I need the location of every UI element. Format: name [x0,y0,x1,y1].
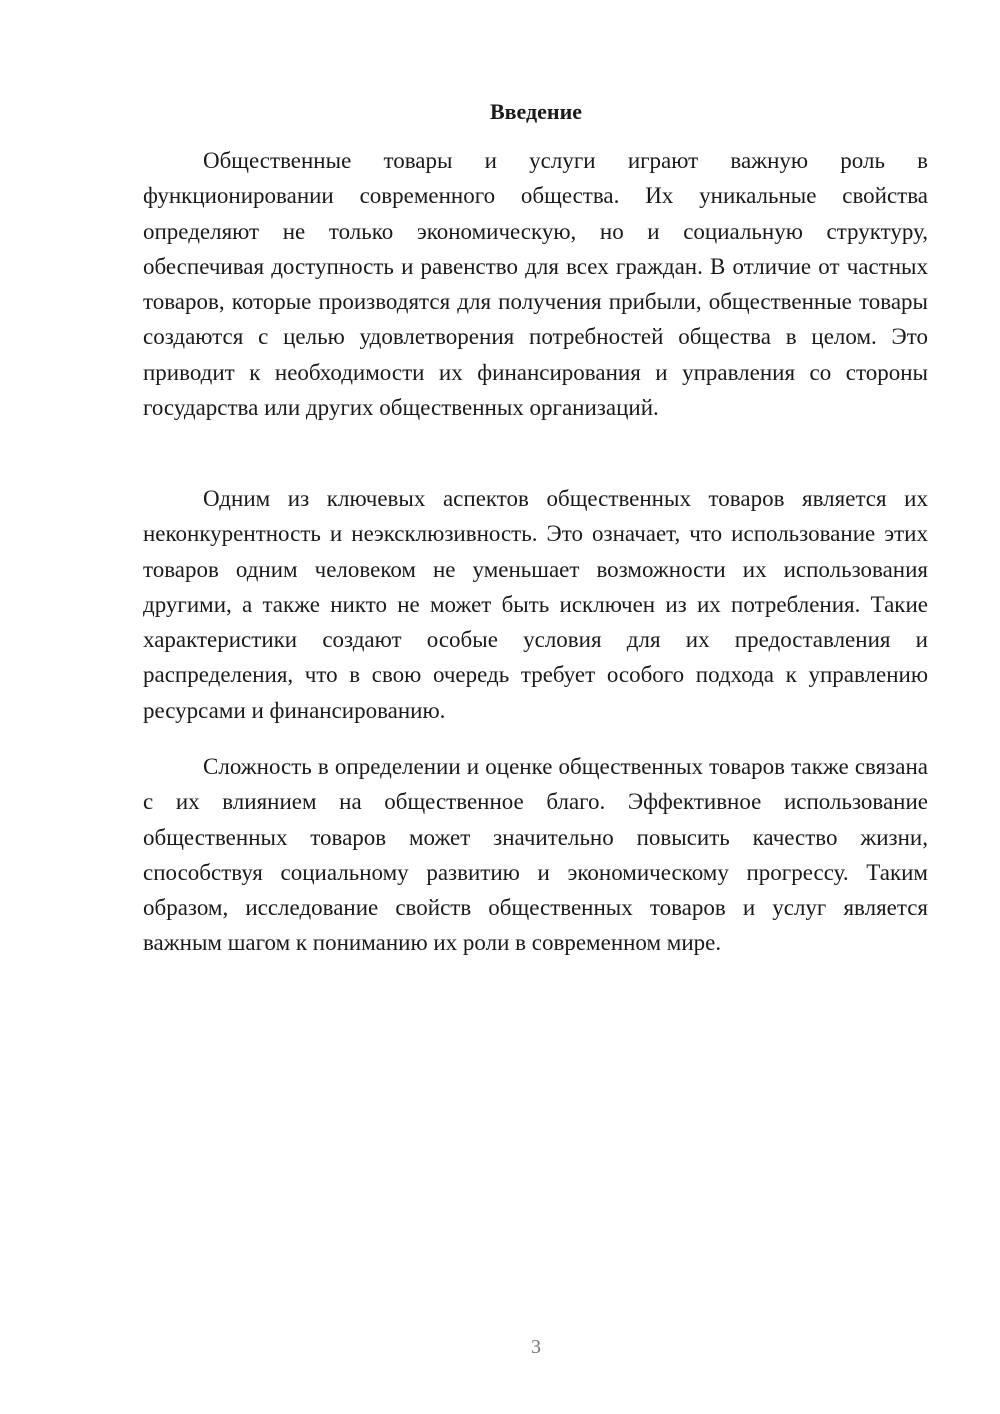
page-number: 3 [531,1336,541,1358]
paragraph-3: Сложность в определении и оценке общественных товаров также связана с их влиянием на общественное благо. Эффективное использование общественных товаров может значительно повысить качество жизни, способствуя социальному развитию и экономическому прогрессу. Таким образом, исследование свойств общественных товаров и услуг является важным шагом к пониманию их роли в современном мире. [143,754,928,956]
page-title: Введение [489,99,583,124]
paragraph-1: Общественные товары и услуги играют важную роль в функционировании современного общества. Их уникальные свойства определяют не только экономическую, но и социальную структуру, обеспечивая доступность и равенство для всех граждан. В отличие от частных товаров, которые производятся для получения прибыли, общественные товары создаются с целью удовлетворения потребностей общества в целом. Это приводит к необходимости их финансирования и управления со стороны государства или других общественных организаций. [143,148,928,421]
paragraph-2: Одним из ключевых аспектов общественных товаров является их неконкурентность и неэксклюзивность. Это означает, что использование этих товаров одним человеком не уменьшает возможности их использования другими, а также никто не может быть исключен из их потребления. Такие характеристики создают особые условия для их предоставления и распределения, что в свою очередь требует особого подхода к управлению ресурсами и финансированию. [143,486,928,723]
